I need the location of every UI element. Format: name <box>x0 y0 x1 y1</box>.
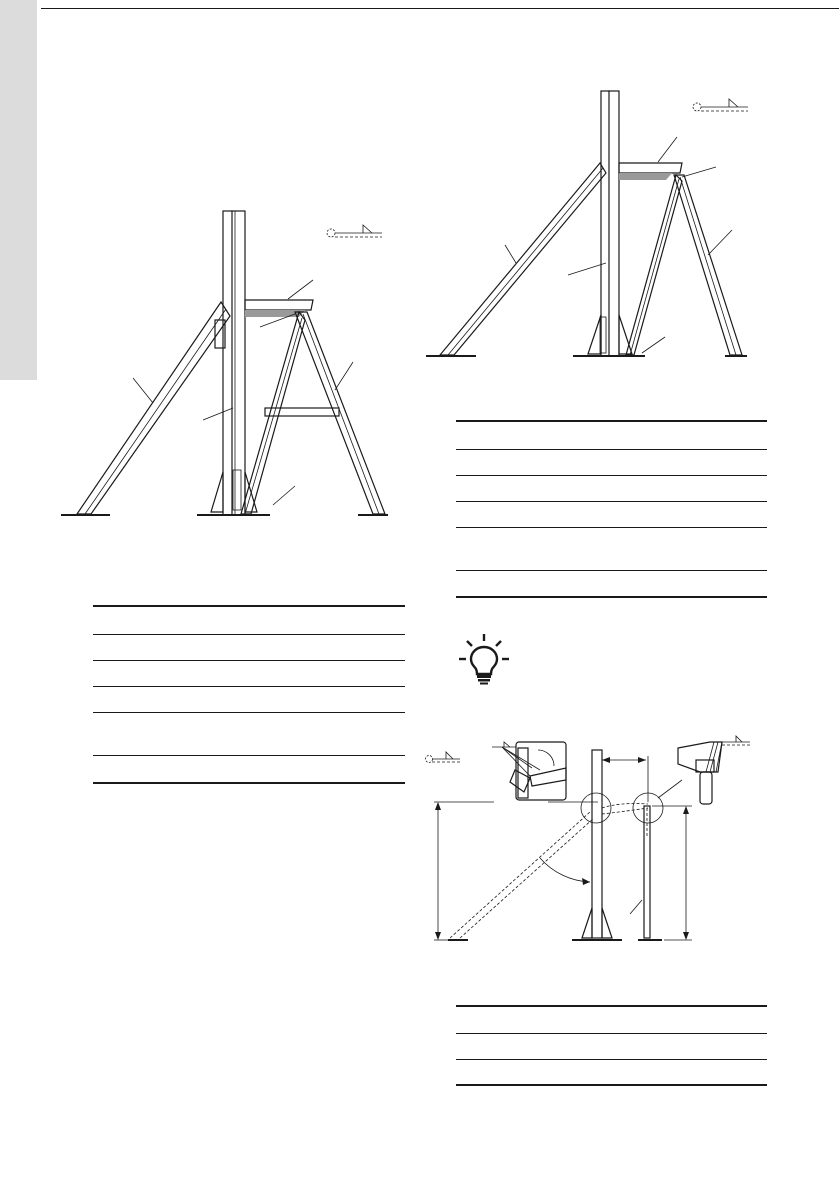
figure-frame-with-crossbar <box>55 200 395 525</box>
lightbulb-icon <box>459 633 509 685</box>
table-row <box>456 571 767 598</box>
figure-frame-angle-measurement <box>420 728 760 948</box>
table-row <box>456 422 767 450</box>
parts-table-bottom <box>456 1005 767 1086</box>
table-row <box>456 1034 767 1060</box>
figure-frame-without-crossbar <box>420 85 760 365</box>
weld-symbol-icon <box>326 224 384 242</box>
table-row <box>456 528 767 571</box>
table-row <box>93 607 405 635</box>
parts-table-left <box>93 605 405 784</box>
section-tab <box>0 0 37 380</box>
table-row <box>456 1007 767 1034</box>
table-row <box>93 756 405 784</box>
table-row <box>93 635 405 661</box>
table-row <box>456 502 767 528</box>
table-row <box>456 450 767 476</box>
weld-symbol-icon <box>692 98 750 116</box>
table-row <box>456 476 767 502</box>
header-rule <box>41 8 839 9</box>
table-row <box>93 713 405 756</box>
parts-table-right <box>456 420 767 598</box>
table-row <box>93 661 405 687</box>
table-row <box>93 687 405 713</box>
table-row <box>456 1060 767 1086</box>
